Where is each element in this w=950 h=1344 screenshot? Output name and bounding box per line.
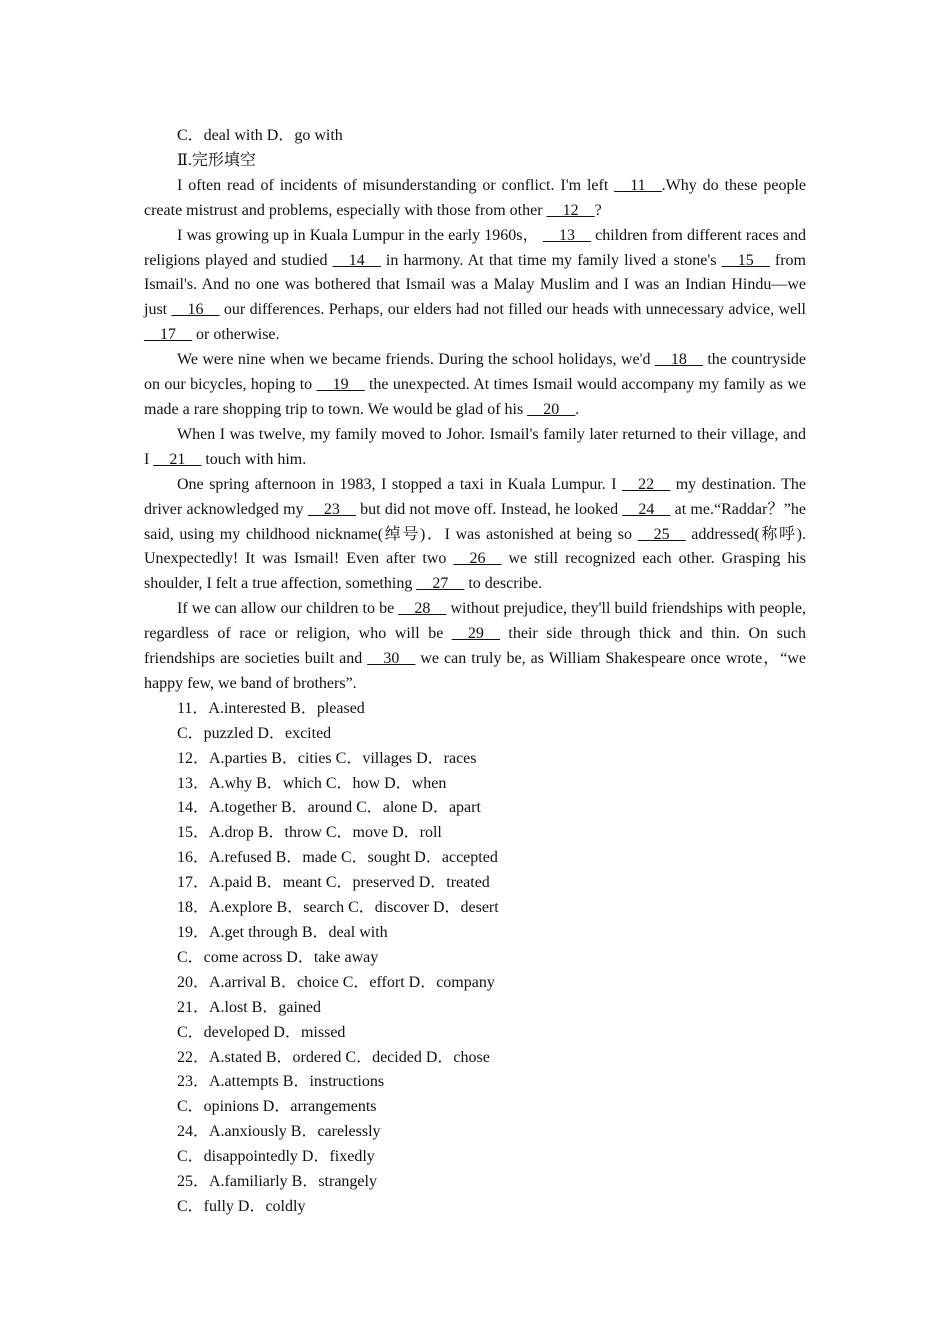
option-line: C．fully D．coldly: [177, 1197, 306, 1215]
blank-number: __23__: [307, 500, 356, 518]
passage-text: If we can allow our children to be: [177, 600, 399, 618]
passage-text: at me.“Raddar？”he said, using my childhood nickname(绰号)．I was astonished at being so: [144, 500, 807, 543]
passage-text: we can truly be, as William Shakespeare once wrote，“we happy few, we band of brothers”.: [144, 650, 806, 692]
option-line: 15．A.drop B．throw C．move D．roll: [177, 824, 442, 842]
passage-text: I often read of incidents of misunderstanding or conflict. I'm left: [177, 176, 615, 194]
passage-text: their side through thick and thin. On such friendships are societies built and: [144, 625, 806, 668]
option-line: 21．A.lost B．gained: [177, 998, 321, 1016]
blank-number: __21__: [153, 450, 202, 468]
blank-number: __25__: [637, 525, 686, 543]
blank-number: __13__: [542, 226, 591, 244]
passage-text: my destination. The driver acknowledged my: [144, 475, 806, 518]
blank-number: __17__: [144, 326, 192, 344]
passage-paragraph: [144, 597, 806, 697]
passage-text: to describe.: [464, 575, 543, 593]
passage-text: I was growing up in Kuala Lumpur in the early 1960s，: [177, 226, 543, 244]
passage-text: the countryside on our bicycles, hoping to: [144, 351, 806, 394]
passage-text: or otherwise.: [192, 326, 280, 344]
top-option-line: C．deal with D．go with: [177, 127, 343, 144]
option-line: C．opinions D．arrangements: [177, 1098, 377, 1116]
passage-text: the unexpected. At times Ismail would accompany my family as we made a rare shopping trip to town. We would be glad of his: [144, 376, 807, 418]
option-line: 18．A.explore B．search C．discover D．desert: [177, 899, 499, 917]
passage-paragraph: [144, 174, 806, 224]
passage-text: addressed(称呼). Unexpectedly! It was Ismail! Even after two: [144, 525, 806, 568]
blank-number: __14__: [332, 251, 381, 269]
option-line: C．disappointedly D．fixedly: [177, 1148, 375, 1166]
option-line: 23．A.attempts B．instructions: [177, 1073, 385, 1091]
option-line: 22．A.stated B．ordered C．decided D．chose: [177, 1048, 490, 1066]
blank-number: __29__: [451, 625, 500, 643]
passage-text: we still recognized each other. Grasping his shoulder, I felt a true affection, something: [144, 550, 807, 593]
option-line: C．developed D．missed: [177, 1023, 346, 1041]
blank-number: __11__: [614, 176, 662, 194]
passage-paragraph: [144, 473, 806, 598]
option-line: 25．A.familiarly B．strangely: [177, 1173, 377, 1191]
option-line: 19．A.get through B．deal with: [177, 924, 388, 941]
option-line: 14．A.together B．around C．alone D．apart: [177, 799, 481, 817]
document-page: [144, 124, 806, 1220]
option-line: 20．A.arrival B．choice C．effort D．company: [177, 973, 495, 991]
passage-text: without prejudice, they'll build friendships with people, regardless of race or religion, who will be: [144, 600, 806, 643]
passage-paragraph: [144, 224, 806, 349]
blank-number: __22__: [622, 475, 671, 493]
option-line: 12．A.parties B．cities C．villages D．races: [177, 749, 477, 767]
passage-paragraph: [144, 348, 806, 423]
blank-number: __19__: [316, 376, 365, 394]
passage-text: children from different races and religions played and studied: [144, 226, 806, 269]
option-line: 17．A.paid B．meant C．preserved D．treated: [177, 874, 490, 892]
option-line: 11．A.interested B．pleased: [177, 699, 365, 717]
option-line: 13．A.why B．which C．how D．when: [177, 774, 447, 792]
answer-options: [144, 697, 806, 1220]
option-line: 16．A.refused B．made C．sought D．accepted: [177, 849, 498, 867]
blank-number: __18__: [654, 351, 703, 369]
passage-text: touch with him.: [201, 450, 307, 468]
passage-text: our differences. Perhaps, our elders had not filled our heads with unnecessary advice, well: [219, 301, 806, 319]
passage-text: .Why do these people create mistrust and problems, especially with those from other: [144, 176, 807, 219]
option-line: 24．A.anxiously B．carelessly: [177, 1123, 381, 1141]
passage-text: When I was twelve, my family moved to Johor. Ismail's family later returned to their village, and I: [144, 425, 806, 468]
blank-number: __24__: [622, 500, 671, 518]
blank-number: __26__: [453, 550, 502, 568]
blank-number: __12__: [546, 201, 595, 219]
blank-number: __28__: [398, 600, 447, 618]
passage-text: ?: [594, 201, 602, 219]
blank-number: __16__: [171, 301, 220, 319]
cloze-passage: [144, 174, 806, 697]
passage-text: from Ismail's. And no one was bothered that Ismail was a Malay Muslim and I was an Indian Hindu—we just: [144, 251, 806, 319]
blank-number: __20__: [527, 400, 576, 418]
blank-number: __15__: [721, 251, 770, 269]
blank-number: __27__: [416, 575, 465, 593]
option-line: C．puzzled D．excited: [177, 724, 332, 742]
section-heading: Ⅱ.完形填空: [177, 151, 256, 169]
passage-text: One spring afternoon in 1983, I stopped a taxi in Kuala Lumpur. I: [177, 475, 623, 493]
passage-text: We were nine when we became friends. During the school holidays, we'd: [177, 351, 655, 369]
passage-text: .: [575, 400, 580, 418]
passage-text: in harmony. At that time my family lived a stone's: [380, 251, 722, 269]
blank-number: __30__: [367, 650, 416, 668]
passage-paragraph: [144, 423, 806, 473]
passage-text: but did not move off. Instead, he looked: [355, 500, 623, 518]
option-line: C．come across D．take away: [177, 948, 379, 966]
